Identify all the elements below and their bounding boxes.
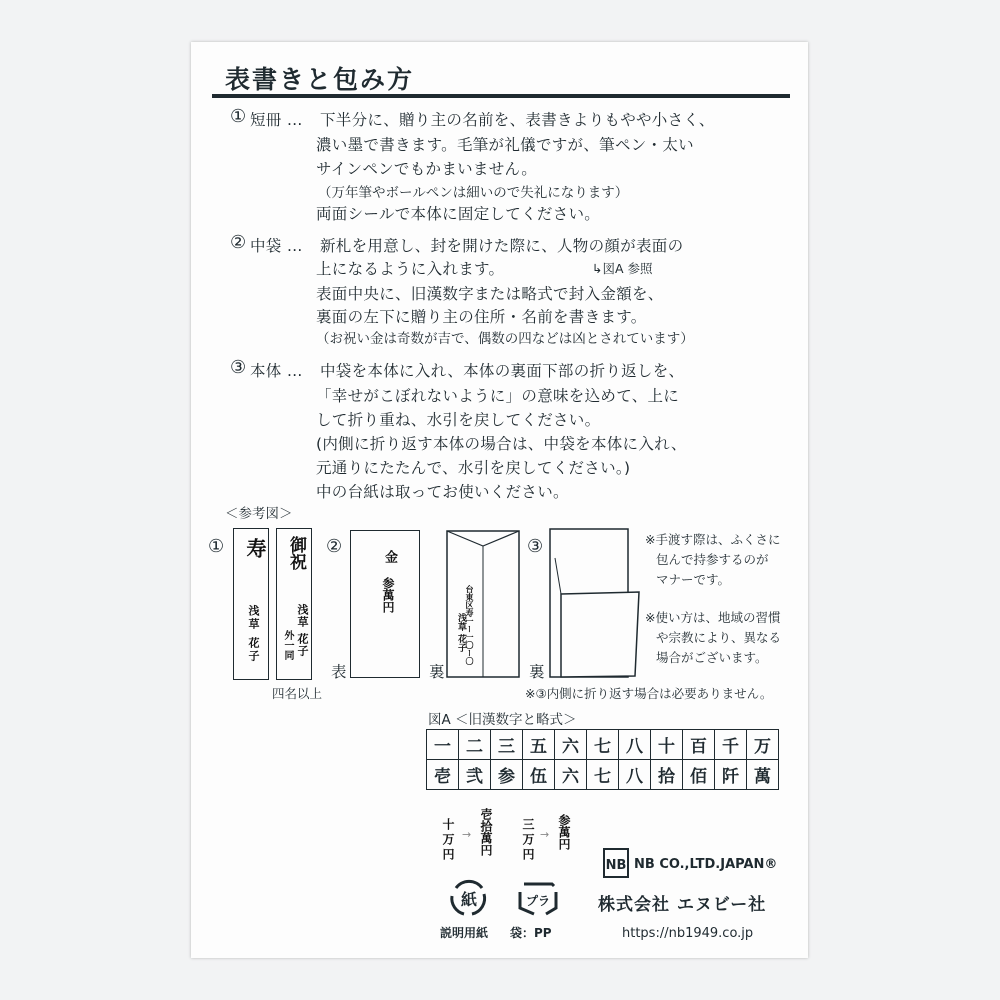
section3-marker: ③ [230,357,247,378]
section2-line-3: 表面中央に、旧漢数字または略式で封入金額を、 [316,285,664,303]
example2-to: 参萬円 [557,814,571,850]
numeral-cell: 万 [747,730,779,760]
section1-marker: ① [230,106,247,127]
reference-label: ＜参考図＞ [225,506,293,522]
inner-envelope-back [446,530,520,678]
figureA-title: 図A ＜旧漢数字と略式＞ [428,712,577,728]
formal-numeral-cell: 萬 [747,760,779,790]
formal-numeral-cell: 佰 [683,760,715,790]
numeral-cell: 二 [459,730,491,760]
numeral-cell: 三 [491,730,523,760]
tanzaku2-name: 浅草 花子 [296,604,309,657]
nb-logo-icon [603,848,629,878]
nb-logo-text: NB [605,858,627,873]
formal-numeral-cell: 七 [587,760,619,790]
section3-line-1: 中袋を本体に入れ、本体の裏面下部の折り返しを、 [320,362,685,380]
back-label: 裏 [429,663,445,681]
note1-line-3: マナーです。 [656,572,731,587]
section2-line-4: 裏面の左下に贈り主の住所・名前を書きます。 [316,308,647,326]
ref-marker-3: ③ [527,536,544,557]
tanzaku1-title: 寿 [243,538,267,558]
section1-line-3: サインペンでもかまいません。 [316,160,538,178]
section3-line-3: して折り重ね、水引を戻してください。 [316,411,601,429]
ref-marker-2: ② [326,536,343,557]
section1-head: 短冊 … [250,111,303,129]
section3-line-5: 元通りにたたんで、水引を戻してください。) [316,459,631,477]
section3-line-4: (内側に折り返す本体の場合は、中袋を本体に入れ、 [316,435,687,453]
arrow-icon: → [462,828,472,841]
section3-line-6: 中の台紙は取ってお使いください。 [316,483,569,501]
numeral-cell: 六 [555,730,587,760]
kanji-numeral-table [426,729,779,790]
section3-line-2: 「幸せがこぼれないように」の意味を込めて、上に [316,387,680,405]
formal-numeral-cell: 阡 [715,760,747,790]
formal-numerals-row [427,760,779,790]
plastic-mark-text: プラ [525,894,551,908]
plastic-label: 袋：PP [510,926,552,940]
section2-note: （お祝い金は奇数が吉で、偶数の四などは凶とされています） [316,331,694,347]
front-label: 表 [331,663,347,681]
section2-marker: ② [230,232,247,253]
ref-marker-1: ① [208,536,225,557]
section1-note: （万年筆やボールペンは細いので失礼になります） [318,185,629,201]
section2-head: 中袋 … [250,237,303,255]
envelope-amount-kin: 金 [382,550,397,563]
figureA-reference: ↳図A 参照 [592,261,653,276]
paper-recycle-icon [448,878,490,918]
formal-numeral-cell: 拾 [651,760,683,790]
formal-numeral-cell: 弐 [459,760,491,790]
company-name-en: NB CO.,LTD.JAPAN® [634,857,778,872]
numeral-cell: 八 [619,730,651,760]
envelope-address: 台東区寿一ー一〇ー〇 [465,585,475,665]
section1-line-2: 濃い墨で書きます。毛筆が礼儀ですが、筆ペン・太い [316,136,694,154]
envelope-amount: 参萬円 [381,577,395,613]
note1-line-2: 包んで持参するのが [656,552,769,567]
example2-from: 三万円 [521,818,535,863]
tanzaku1-name: 浅草 花子 [247,605,260,663]
tanzaku2-title: 御祝 [286,536,306,570]
numeral-cell: 十 [651,730,683,760]
back-label-2: 裏 [529,663,545,681]
numeral-cell: 千 [715,730,747,760]
note1-line-1: ※手渡す際は、ふくさに [645,532,781,547]
paper-label: 説明用紙 [440,926,489,940]
formal-numeral-cell: 参 [491,760,523,790]
title-underline [212,94,790,98]
note2-line-2: や宗教により、異なる [656,630,782,645]
section2-line-1: 新札を用意し、封を開けた際に、人物の顔が表面の [320,237,684,255]
numeral-cell: 一 [427,730,459,760]
numeral-cell: 百 [683,730,715,760]
company-url[interactable]: https://nb1949.co.jp [622,926,754,941]
section1-line-1: 下半分に、贈り主の名前を、表書きよりもやや小さく、 [320,111,715,129]
envelope-name: 浅草 花子 [456,613,466,653]
arrow-icon: → [540,828,550,841]
nb-logo [603,848,629,882]
numeral-cell: 五 [523,730,555,760]
example1-from: 十万円 [441,818,455,863]
tanzaku-caption: 四名以上 [272,686,323,701]
numeral-cell: 七 [587,730,619,760]
note3: ※③内側に折り返す場合は必要ありません。 [525,686,773,701]
standard-numerals-row [427,730,779,760]
paper-mark-text: 紙 [460,890,478,909]
note2-line-3: 場合がございます。 [656,650,768,665]
formal-numeral-cell: 壱 [427,760,459,790]
formal-numeral-cell: 六 [555,760,587,790]
formal-numeral-cell: 伍 [523,760,555,790]
page-title: 表書きと包み方 [225,65,415,94]
note2-line-1: ※使い方は、地域の習慣 [645,610,781,625]
company-name-jp: 株式会社 エヌビー社 [598,895,767,915]
section1-last: 両面シールで本体に固定してください。 [316,205,601,223]
plastic-recycle-icon [516,878,560,918]
section3-head: 本体 … [250,362,303,380]
main-body-fold [549,528,641,680]
section2-line-2: 上になるように入れます。 [316,260,505,278]
formal-numeral-cell: 八 [619,760,651,790]
example1-to: 壱拾萬円 [479,808,493,856]
tanzaku2-extra: 外一同 [282,630,293,660]
